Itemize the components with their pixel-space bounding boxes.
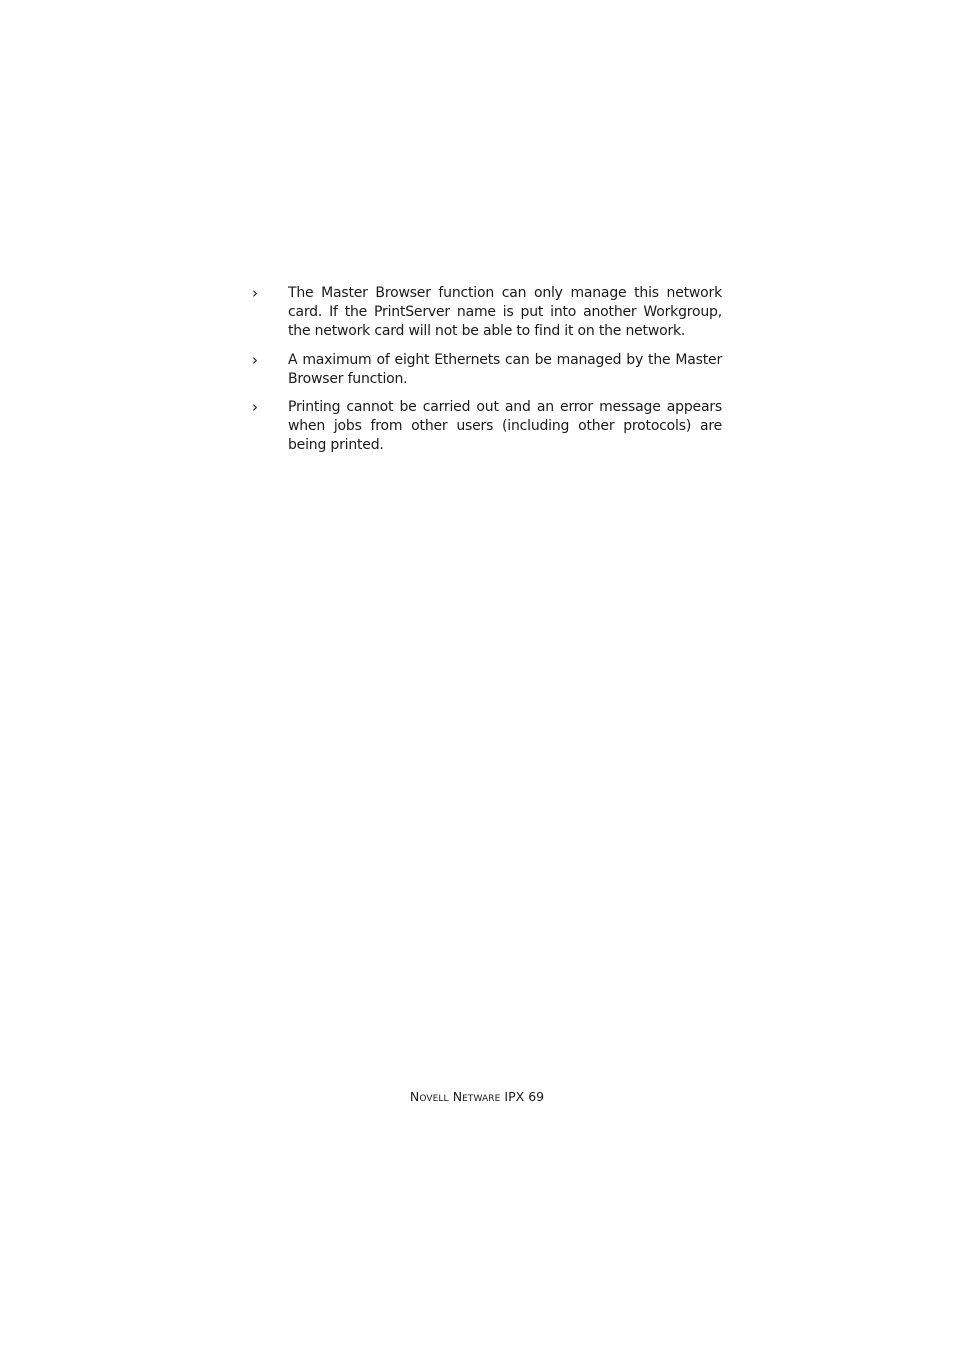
- note-list: [252, 284, 722, 465]
- list-item-text: A maximum of eight Ethernets can be managed by the Master Browser function.: [288, 351, 722, 387]
- list-item: [252, 351, 722, 389]
- footer-suffix: IPX: [504, 1089, 525, 1104]
- list-item: [252, 398, 722, 456]
- list-item-text: Printing cannot be carried out and an error message appears when jobs from other users (including other protocols) are being printed.: [288, 399, 722, 454]
- page-footer: [0, 1089, 954, 1105]
- list-item-text: The Master Browser function can only manage this network card. If the PrintServer name is put into another Workgroup, the network card will not be able to find it on the network.: [288, 285, 722, 340]
- list-item: [252, 284, 722, 342]
- chevron-right-icon: ›: [252, 350, 258, 369]
- chevron-right-icon: ›: [252, 398, 258, 417]
- footer-title: Novell Netware: [409, 1089, 501, 1104]
- page-number: 69: [528, 1089, 545, 1104]
- chevron-right-icon: ›: [252, 284, 258, 302]
